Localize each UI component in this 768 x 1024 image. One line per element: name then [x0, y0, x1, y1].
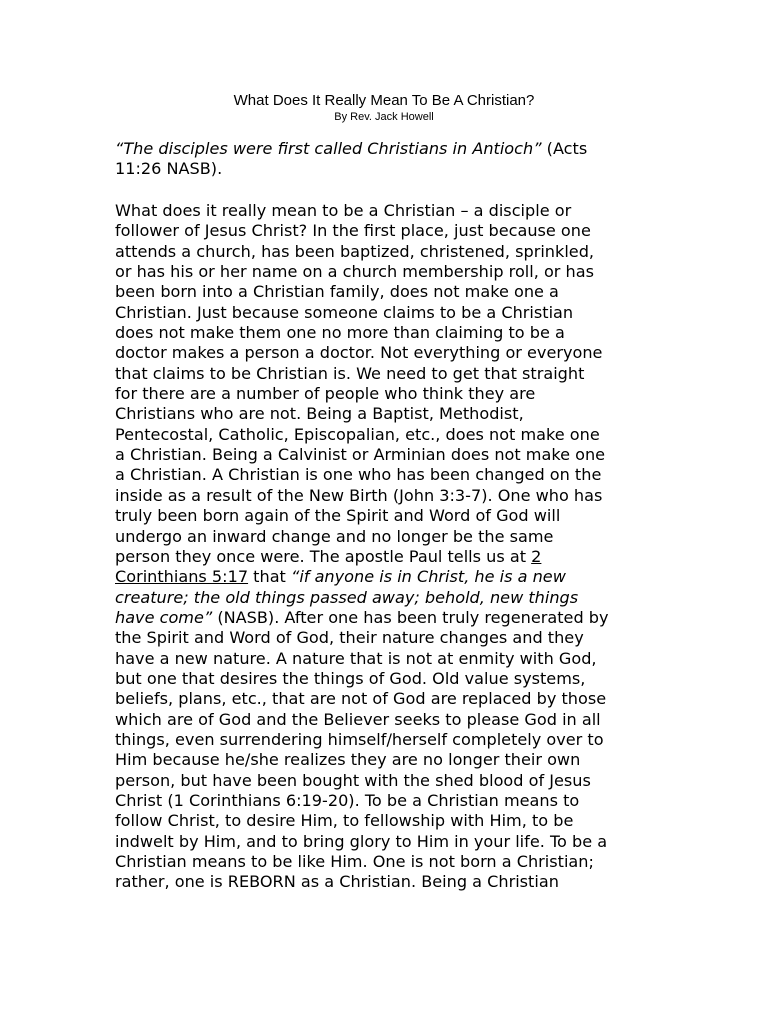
paragraph-line: a Christian. A Christian is one who has been changed on the: [115, 465, 602, 485]
paragraph-line: things, even surrendering himself/herself completely over to: [115, 729, 604, 749]
paragraph-line: beliefs, plans, etc., that are not of God are replaced by those: [115, 689, 607, 709]
paragraph-line: person, but have been bought with the shed blood of Jesus: [115, 770, 591, 790]
scripture-quote: creature; the old things passed away; behold, new things: [115, 587, 579, 607]
paragraph-line: been born into a Christian family, does not make one a: [115, 282, 559, 302]
paragraph-line: that claims to be Christian is. We need to get that straight: [115, 363, 585, 383]
paragraph-line: or has his or her name on a church membership roll, or has: [115, 262, 594, 282]
paragraph-line: attends a church, has been baptized, christened, sprinkled,: [115, 241, 595, 261]
epigraph-reference: (Acts: [541, 139, 588, 158]
paragraph-line: Him because he/she realizes they are no longer their own: [115, 750, 581, 770]
epigraph-line-1: [115, 139, 660, 159]
paragraph-line: for there are a number of people who think they are: [115, 384, 536, 404]
body-paragraph: [115, 201, 660, 893]
paragraph-line: indwelt by Him, and to bring glory to Him in your life. To be a: [115, 831, 608, 851]
scripture-quote: have come”: [115, 607, 213, 627]
paragraph-line: Christian. Just because someone claims to be a Christian: [115, 302, 574, 322]
line-text: that: [248, 567, 291, 587]
line-text: person they once were. The apostle Paul tells us at: [115, 546, 532, 566]
paragraph-line: Christ (1 Corinthians 6:19-20). To be a Christian means to: [115, 790, 580, 810]
paragraph-line: the Spirit and Word of God, their nature changes and they: [115, 628, 584, 648]
paragraph-line: does not make them one no more than claiming to be a: [115, 323, 565, 343]
epigraph: [115, 139, 660, 180]
paragraph-line: Pentecostal, Catholic, Episcopalian, etc., does not make one: [115, 424, 600, 444]
paragraph-line: [115, 547, 660, 567]
paragraph-line: have a new nature. A nature that is not at enmity with God,: [115, 648, 597, 668]
scripture-quote: “if anyone is in Christ, he is a new: [290, 567, 566, 587]
epigraph-quote: “The disciples were first called Christians in Antioch”: [115, 139, 542, 158]
paragraph-line: inside as a result of the New Birth (John 3:3-7). One who has: [115, 485, 603, 505]
paragraph-line: [115, 608, 660, 628]
document-title: What Does It Really Mean To Be A Christian?: [233, 92, 535, 109]
scripture-link[interactable]: Corinthians 5:17: [115, 567, 249, 587]
paragraph-line: undergo an inward change and no longer be the same: [115, 526, 554, 546]
paragraph-line: but one that desires the things of God. Old value systems,: [115, 668, 586, 688]
epigraph-line-2: 11:26 NASB).: [115, 159, 223, 179]
paragraph-line: doctor makes a person a doctor. Not everything or everyone: [115, 343, 603, 363]
paragraph-line: which are of God and the Believer seeks to please God in all: [115, 709, 601, 729]
paragraph-line: Christians who are not. Being a Baptist, Methodist,: [115, 404, 524, 424]
paragraph-line: rather, one is REBORN as a Christian. Being a Christian: [115, 872, 559, 892]
line-text: (NASB). After one has been truly regenerated by: [212, 607, 609, 627]
paragraph-line: Christian means to be like Him. One is not born a Christian;: [115, 852, 594, 871]
scripture-link[interactable]: 2: [531, 546, 542, 566]
paragraph-line: a Christian. Being a Calvinist or Arminian does not make one: [115, 445, 606, 465]
paragraph-line: follow Christ, to desire Him, to fellowship with Him, to be: [115, 811, 574, 831]
paragraph-line: [115, 567, 660, 587]
paragraph-line: What does it really mean to be a Christian – a disciple or: [115, 201, 572, 220]
paragraph-line: truly been born again of the Spirit and Word of God will: [115, 506, 561, 526]
author-byline: By Rev. Jack Howell: [334, 111, 434, 123]
paragraph-line: follower of Jesus Christ? In the first place, just because one: [115, 221, 591, 241]
